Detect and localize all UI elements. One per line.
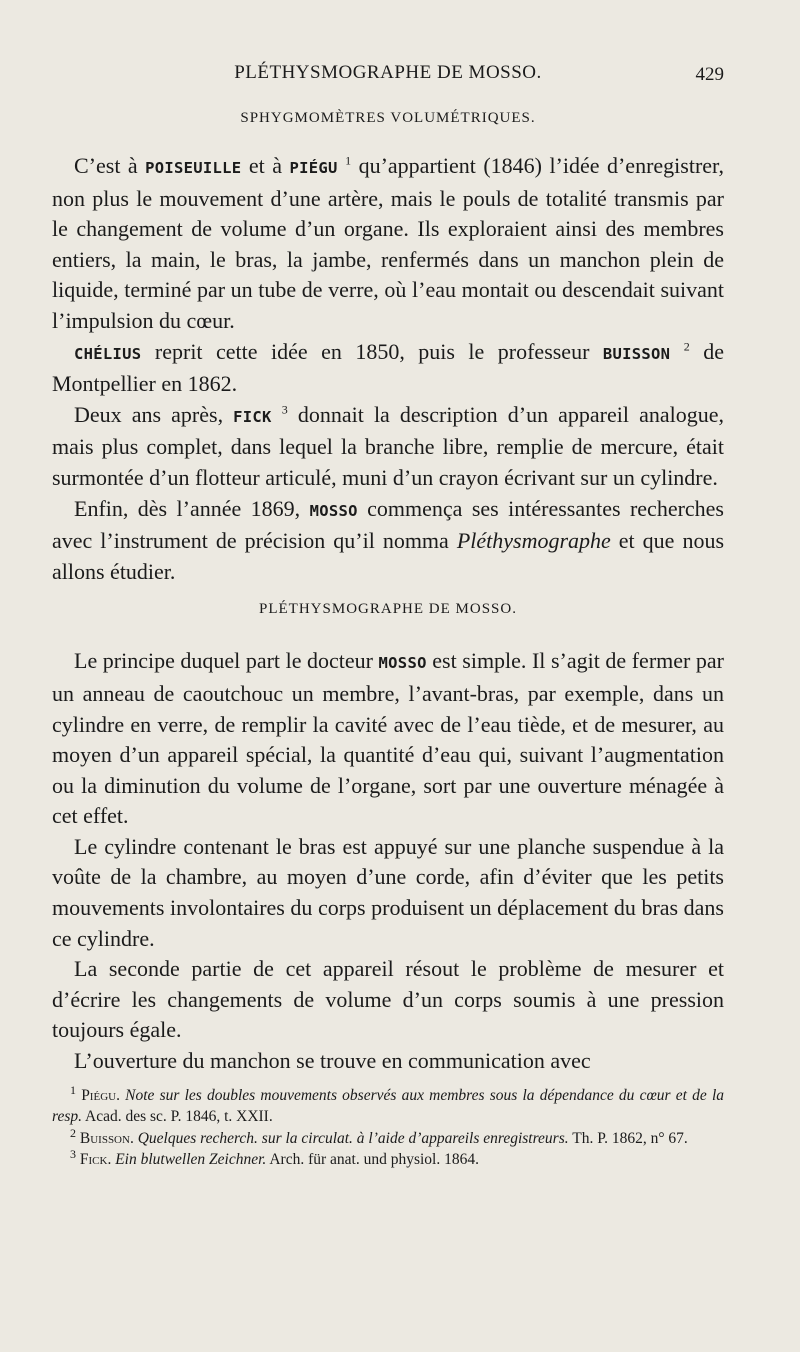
author-name: PIÉGU — [289, 159, 338, 177]
section-title-sphygmometres: SPHYGMOMÈTRES VOLUMÉTRIQUES. — [240, 110, 536, 126]
text: qu’appartient (1846) l’idée d’enregistrer, non plus le mouvement d’une artère, mais le pouls de totalité transmis par le changement de volume d’un organe. Ils exploraient ainsi des membres entiers, la main, le bras, la jambe, renfermés dans un manchon plein de liquide, terminé par un tube de verre, où l’eau montait ou descendait suivant l’impulsion du cœur. — [52, 153, 724, 333]
text: est simple. Il s’agit de fermer par un anneau de caoutchouc un membre, l’avant-bras, par exemple, dans un cylindre en verre, de remplir la cavité avec de l’eau tiède, et de mesurer, au moyen d’un appareil spécial, la quantité d’eau qui, suivant l’augmentation ou la diminution du volume de l’organe, sort par une ouverture ménagée à cet effet. — [52, 648, 724, 829]
footnote-reference: Acad. des sc. P. 1846, t. XXII. — [82, 1108, 273, 1126]
paragraph-seconde-partie: La seconde partie de cet appareil résout le problème de mesurer et d’écrire les changements de volume d’un corps soumis à une pression toujours égale. — [52, 956, 724, 1043]
footnote-title: Quelques recherch. sur la circulat. à l’aide d’appareils enregistreurs. — [137, 1129, 569, 1147]
text: commença ses intéressantes recherches avec l’instrument de précision qu’il nomma — [52, 495, 724, 554]
footnote-number: 2 — [70, 1125, 76, 1140]
text: Le principe duquel part le docteur — [74, 648, 379, 674]
paragraph-fick — [52, 400, 724, 494]
running-head — [52, 58, 724, 92]
author-name: MOSSO — [309, 501, 358, 520]
text: Deux ans après, — [74, 401, 234, 427]
text: et à — [241, 153, 290, 178]
author-name: BUISSON — [602, 344, 671, 363]
author-name: FICK — [233, 407, 272, 426]
author-name: MOSSO — [378, 654, 427, 673]
text: C’est à — [74, 153, 146, 178]
footnote-1 — [52, 1082, 725, 1128]
footnote-2 — [52, 1125, 724, 1150]
footnote-number: 3 — [70, 1146, 76, 1161]
page-number: 429 — [695, 64, 724, 85]
paragraph-principe — [52, 646, 724, 832]
footnote-reference: Arch. für anat. und physiol. 1864. — [266, 1151, 479, 1169]
footnote-number: 1 — [70, 1082, 76, 1097]
instrument-name: Pléthysmographe — [456, 528, 611, 554]
running-title: PLÉTHYSMOGRAPHE DE MOSSO. — [234, 62, 542, 83]
paragraph-ouverture: L’ouverture du manchon se trouve en communication avec — [74, 1048, 591, 1074]
text: Enfin, dès l’année 1869, — [74, 495, 310, 521]
footnote-author: Fick. — [79, 1151, 112, 1169]
footnotes — [52, 1082, 725, 1171]
author-name: POISEUILLE — [145, 159, 242, 177]
text: de Montpellier en 1862. — [52, 338, 725, 397]
footnote-ref: 3 — [281, 402, 288, 417]
text: et que nous allons étudier. — [52, 528, 725, 584]
footnote-title: Note sur les doubles mouvements observés aux membres sous la dépendance du cœur et de la resp. — [52, 1086, 725, 1126]
paragraph-cylindre: Le cylindre contenant le bras est appuyé sur une planche suspendue à la voûte de la chambre, au moyen d’une corde, afin d’éviter que les petits mouvements involontaires du corps produisent un déplacement du bras dans ce cylindre. — [52, 833, 724, 951]
footnote-author: Piégu. — [81, 1086, 120, 1104]
footnote-ref: 1 — [345, 153, 352, 168]
text: reprit cette idée en 1850, puis le professeur — [141, 338, 603, 364]
paragraph-mosso-1869 — [52, 494, 724, 588]
footnote-3 — [52, 1146, 724, 1171]
footnote-title: Ein blutwellen Zeichner. — [115, 1151, 267, 1169]
footnote-ref: 2 — [683, 339, 690, 354]
section-title-plethysmographe: PLÉTHYSMOGRAPHE DE MOSSO. — [259, 601, 517, 618]
author-name: CHÉLIUS — [74, 344, 142, 363]
footnote-author: Buisson. — [79, 1129, 134, 1147]
text: donnait la description d’un appareil analogue, mais plus complet, dans lequel la branche libre, remplie de mercure, était surmontée d’un flotteur articulé, muni d’un crayon écrivant sur un cylindre. — [52, 401, 724, 490]
book-page — [52, 58, 724, 1171]
footnote-reference: Th. P. 1862, n° 67. — [568, 1129, 688, 1147]
paragraph-poiseuille — [52, 151, 724, 337]
paragraph-chelius — [52, 337, 724, 400]
